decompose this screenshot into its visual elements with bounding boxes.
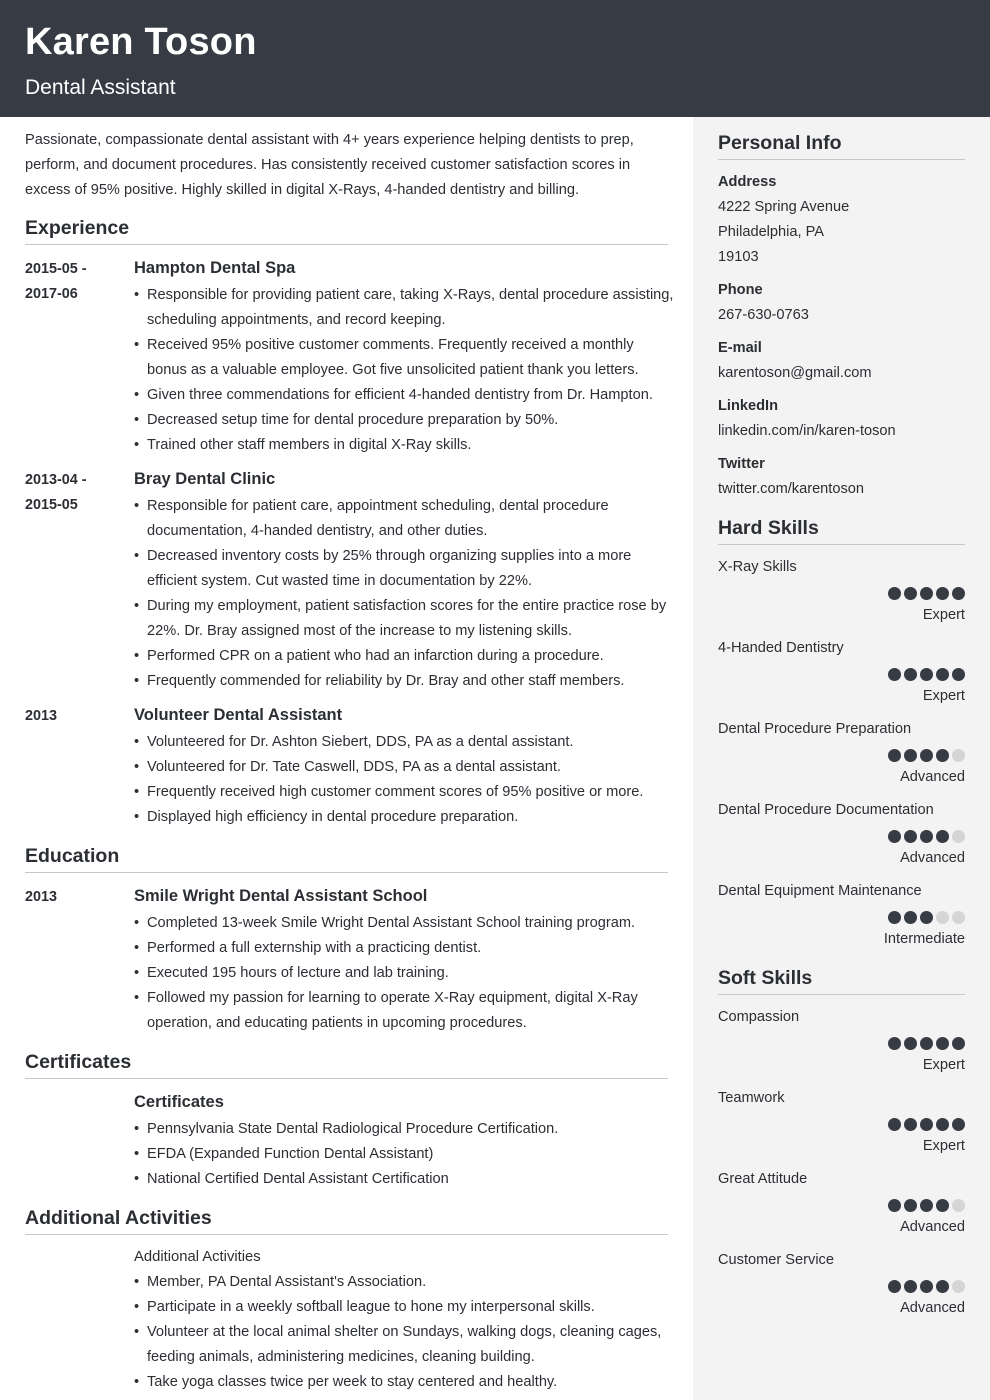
list-item: • During my employment, patient satisfaction scores for the entire practice rose by 22%. Dr. Bray assigned most of the increase to my listening skills. xyxy=(134,594,674,644)
hard-skills-heading: Hard Skills xyxy=(718,517,819,539)
rating-dot-empty xyxy=(952,1280,965,1293)
skill-level: Advanced xyxy=(900,1219,965,1235)
certificates-subtitle: Certificates xyxy=(134,1093,224,1111)
rating-dot-empty xyxy=(952,830,965,843)
job-bullets xyxy=(134,730,674,830)
skill-name: Dental Procedure Documentation xyxy=(718,802,934,818)
skill-rating xyxy=(888,830,965,843)
rating-dot-filled xyxy=(920,1199,933,1212)
list-item: • Frequently received high customer comment scores of 95% positive or more. xyxy=(134,780,674,805)
skill-rating xyxy=(888,1037,965,1050)
education-heading: Education xyxy=(25,845,120,867)
activities-heading: Additional Activities xyxy=(25,1207,212,1229)
rating-dot-filled xyxy=(888,1037,901,1050)
list-item: • EFDA (Expanded Function Dental Assistant) xyxy=(134,1142,674,1167)
rating-dot-filled xyxy=(936,1199,949,1212)
skill-name: Compassion xyxy=(718,1009,800,1025)
rating-dot-filled xyxy=(920,668,933,681)
job-date: 2013-04 - 2015-05 xyxy=(25,472,87,513)
certificates-bullets xyxy=(134,1117,674,1192)
rating-dot-filled xyxy=(904,1199,917,1212)
education-divider xyxy=(25,872,668,873)
rating-dot-filled xyxy=(888,1280,901,1293)
certificates-divider xyxy=(25,1078,668,1079)
list-item: • Frequently commended for reliability by Dr. Bray and other staff members. xyxy=(134,669,674,694)
job-employer: Bray Dental Clinic xyxy=(134,470,276,488)
address-line: 19103 xyxy=(718,249,759,265)
rating-dot-filled xyxy=(952,587,965,600)
summary-text: Passionate, compassionate dental assistant with 4+ years experience helping dentists to prep, perform, and document procedures. Has consistently received customer satisfaction scores in excess of 95% positive. Highly skilled in digital X-Rays, 4-handed dentistry and billing. xyxy=(25,132,634,198)
rating-dot-filled xyxy=(936,668,949,681)
linkedin-value: linkedin.com/in/karen-toson xyxy=(718,423,896,439)
twitter-label: Twitter xyxy=(718,456,765,472)
skill-name: Teamwork xyxy=(718,1090,785,1106)
list-item: • Displayed high efficiency in dental procedure preparation. xyxy=(134,805,674,830)
address-line: Philadelphia, PA xyxy=(718,224,825,240)
list-item: • Followed my passion for learning to operate X-Ray equipment, digital X-Ray operation, and educating patients in upcoming procedures. xyxy=(134,986,674,1036)
skill-rating xyxy=(888,1118,965,1131)
job-employer: Volunteer Dental Assistant xyxy=(134,706,343,724)
rating-dot-filled xyxy=(936,1037,949,1050)
candidate-title: Dental Assistant xyxy=(25,76,176,99)
experience-divider xyxy=(25,244,668,245)
rating-dot-empty xyxy=(936,911,949,924)
rating-dot-empty xyxy=(952,1199,965,1212)
rating-dot-filled xyxy=(888,749,901,762)
rating-dot-filled xyxy=(936,587,949,600)
rating-dot-filled xyxy=(936,830,949,843)
rating-dot-filled xyxy=(904,830,917,843)
rating-dot-filled xyxy=(904,1280,917,1293)
rating-dot-filled xyxy=(888,830,901,843)
rating-dot-filled xyxy=(920,587,933,600)
rating-dot-filled xyxy=(920,830,933,843)
activities-divider xyxy=(25,1234,668,1235)
skill-name: Customer Service xyxy=(718,1252,834,1268)
personal-info-divider xyxy=(718,159,965,160)
rating-dot-filled xyxy=(904,749,917,762)
job-bullets xyxy=(134,494,674,694)
list-item: • Performed CPR on a patient who had an infarction during a procedure. xyxy=(134,644,674,669)
list-item: • Member, PA Dental Assistant's Association. xyxy=(134,1270,674,1295)
twitter-value: twitter.com/karentoson xyxy=(718,481,865,497)
skill-rating xyxy=(888,1280,965,1293)
personal-info-heading: Personal Info xyxy=(718,132,842,154)
rating-dot-filled xyxy=(904,587,917,600)
rating-dot-filled xyxy=(888,587,901,600)
rating-dot-filled xyxy=(904,911,917,924)
list-item: • Performed a full externship with a practicing dentist. xyxy=(134,936,674,961)
certificates-heading: Certificates xyxy=(25,1051,132,1073)
email-value: karentoson@gmail.com xyxy=(718,365,872,381)
email-label: E-mail xyxy=(718,340,762,356)
candidate-name: Karen Toson xyxy=(25,21,257,63)
rating-dot-filled xyxy=(888,668,901,681)
job-date: 2013 xyxy=(25,708,58,724)
skill-name: X-Ray Skills xyxy=(718,559,797,575)
list-item: • Executed 195 hours of lecture and lab training. xyxy=(134,961,674,986)
rating-dot-filled xyxy=(952,1118,965,1131)
list-item: • Volunteered for Dr. Ashton Siebert, DDS, PA as a dental assistant. xyxy=(134,730,674,755)
skill-level: Advanced xyxy=(900,769,965,785)
rating-dot-empty xyxy=(952,749,965,762)
rating-dot-filled xyxy=(904,668,917,681)
list-item: • Responsible for providing patient care, taking X-Rays, dental procedure assisting, scheduling appointments, and record keeping. xyxy=(134,283,674,333)
school-name: Smile Wright Dental Assistant School xyxy=(134,887,428,905)
rating-dot-filled xyxy=(904,1118,917,1131)
experience-heading: Experience xyxy=(25,217,130,239)
list-item: • Trained other staff members in digital X-Ray skills. xyxy=(134,433,674,458)
skill-level: Advanced xyxy=(900,1300,965,1316)
list-item: • Participate in a weekly softball league to hone my interpersonal skills. xyxy=(134,1295,674,1320)
linkedin-label: LinkedIn xyxy=(718,398,778,414)
activities-subtitle: Additional Activities xyxy=(134,1249,261,1265)
skill-rating xyxy=(888,911,965,924)
education-date: 2013 xyxy=(25,889,58,905)
job-bullets xyxy=(134,283,674,458)
phone-value: 267-630-0763 xyxy=(718,307,809,323)
rating-dot-filled xyxy=(952,668,965,681)
soft-skills-divider xyxy=(718,994,965,995)
skill-rating xyxy=(888,587,965,600)
list-item: • Take yoga classes twice per week to stay centered and healthy. xyxy=(134,1370,674,1395)
rating-dot-filled xyxy=(888,1199,901,1212)
skill-name: Great Attitude xyxy=(718,1171,808,1187)
skill-name: 4-Handed Dentistry xyxy=(718,640,844,656)
list-item: • Responsible for patient care, appointment scheduling, dental procedure documentation, 4-handed dentistry, and other duties. xyxy=(134,494,674,544)
address-label: Address xyxy=(718,174,777,190)
phone-label: Phone xyxy=(718,282,763,298)
soft-skills-heading: Soft Skills xyxy=(718,967,813,989)
job-employer: Hampton Dental Spa xyxy=(134,259,296,277)
skill-rating xyxy=(888,749,965,762)
skill-level: Advanced xyxy=(900,850,965,866)
rating-dot-filled xyxy=(920,1118,933,1131)
skill-rating xyxy=(888,1199,965,1212)
list-item: • Decreased setup time for dental procedure preparation by 50%. xyxy=(134,408,674,433)
skill-name: Dental Procedure Preparation xyxy=(718,721,912,737)
rating-dot-filled xyxy=(888,911,901,924)
list-item: • Volunteer at the local animal shelter on Sundays, walking dogs, cleaning cages, feeding animals, administering medicines, cleaning building. xyxy=(134,1320,674,1370)
skill-level: Expert xyxy=(922,1057,965,1073)
rating-dot-filled xyxy=(952,1037,965,1050)
list-item: • Given three commendations for efficient 4-handed dentistry from Dr. Hampton. xyxy=(134,383,674,408)
list-item: • Pennsylvania State Dental Radiological Procedure Certification. xyxy=(134,1117,674,1142)
list-item: • Completed 13-week Smile Wright Dental Assistant School training program. xyxy=(134,911,674,936)
rating-dot-filled xyxy=(936,749,949,762)
rating-dot-filled xyxy=(904,1037,917,1050)
rating-dot-filled xyxy=(920,749,933,762)
rating-dot-filled xyxy=(920,911,933,924)
rating-dot-filled xyxy=(920,1280,933,1293)
skill-level: Expert xyxy=(922,688,965,704)
skill-level: Intermediate xyxy=(883,931,965,947)
list-item: • Decreased inventory costs by 25% through organizing supplies into a more efficient system. Cut wasted time in documentation by 22%. xyxy=(134,544,674,594)
skill-level: Expert xyxy=(922,1138,965,1154)
activities-bullets xyxy=(134,1270,674,1395)
address-line: 4222 Spring Avenue xyxy=(718,199,850,215)
resume-header xyxy=(0,0,990,117)
education-bullets xyxy=(134,911,674,1036)
skill-rating xyxy=(888,668,965,681)
list-item: • Volunteered for Dr. Tate Caswell, DDS, PA as a dental assistant. xyxy=(134,755,674,780)
rating-dot-filled xyxy=(936,1118,949,1131)
job-date: 2015-05 - 2017-06 xyxy=(25,261,87,302)
hard-skills-divider xyxy=(718,544,965,545)
rating-dot-filled xyxy=(920,1037,933,1050)
skill-level: Expert xyxy=(922,607,965,623)
rating-dot-filled xyxy=(888,1118,901,1131)
rating-dot-filled xyxy=(936,1280,949,1293)
skill-name: Dental Equipment Maintenance xyxy=(718,883,922,899)
rating-dot-empty xyxy=(952,911,965,924)
list-item: • Received 95% positive customer comments. Frequently received a monthly bonus as a valuable employee. Got five unsolicited patient thank you letters. xyxy=(134,333,674,383)
list-item: • National Certified Dental Assistant Certification xyxy=(134,1167,674,1192)
